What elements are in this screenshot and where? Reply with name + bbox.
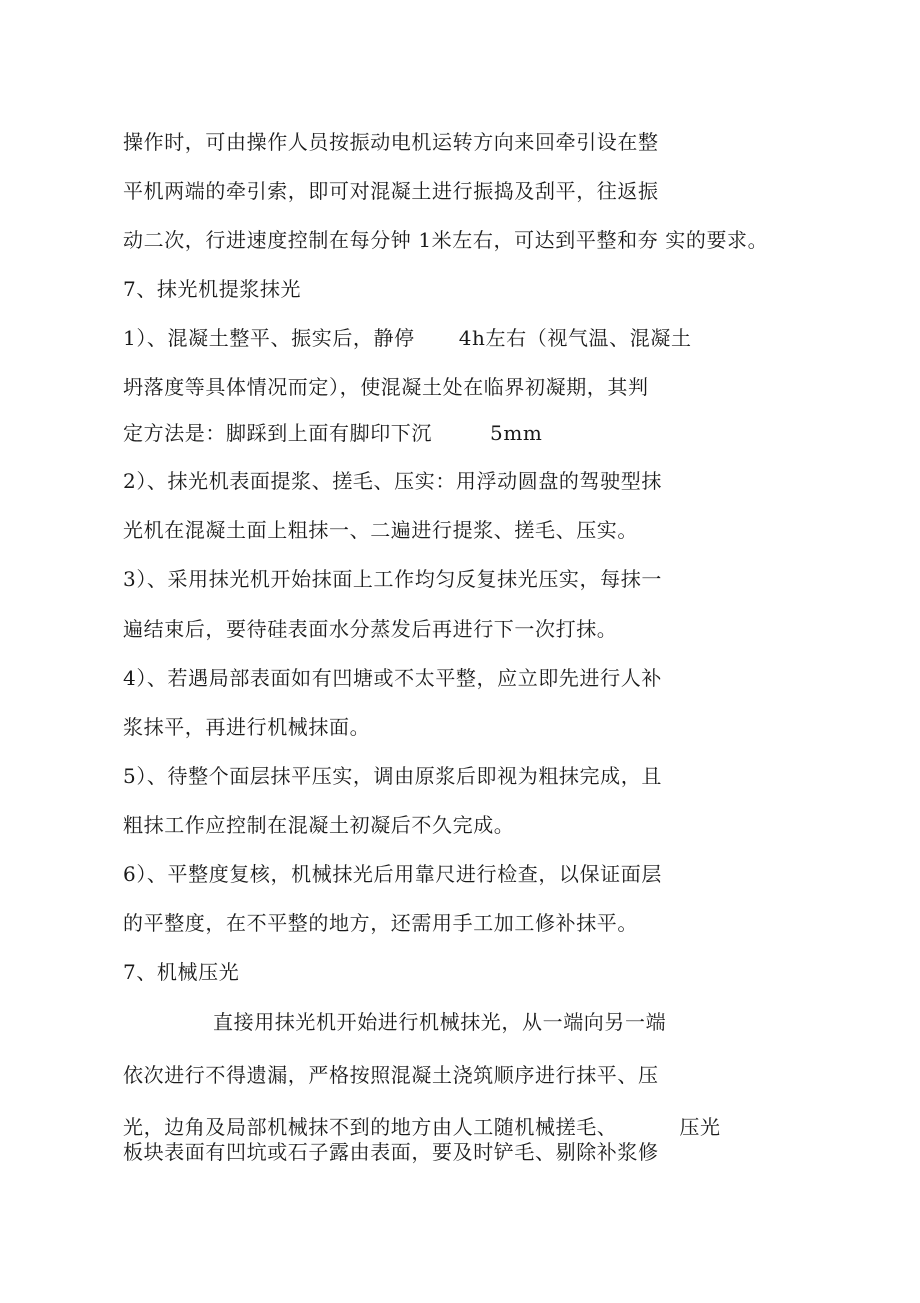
text-line: 4）、若遇局部表面如有凹塘或不太平整，应立即先进行人补 [123, 666, 662, 690]
text-line: 遍结束后，要待硅表面水分蒸发后再进行下一次打抹。 [123, 617, 618, 641]
text-line [123, 326, 692, 350]
text-line: 2）、抹光机表面提浆、搓毛、压实：用浮动圆盘的驾驶型抹 [123, 469, 662, 493]
section-heading: 7、抹光机提浆抹光 [123, 277, 302, 301]
text-line-indented: 直接用抹光机开始进行机械抹光，从一端向另一端 [213, 1010, 667, 1034]
text-segment: 光，边角及局部机械抹不到的地方由人工随机械搓毛、 [123, 1115, 618, 1139]
text-line: 操作时，可由操作人员按振动电机运转方向来回牵引设在整 [123, 130, 659, 154]
text-segment: 4h左右（视气温、混凝土 [458, 326, 692, 350]
text-segment: 定方法是：脚踩到上面有脚印下沉 [123, 421, 432, 445]
text-line: 平机两端的牵引索，即可对混凝土进行振捣及刮平，往返振 [123, 179, 659, 203]
text-line: 光机在混凝土面上粗抹一、二遍进行提浆、搓毛、压实。 [123, 518, 638, 542]
text-line: 的平整度，在不平整的地方，还需用手工加工修补抹平。 [123, 911, 638, 935]
text-line: 依次进行不得遗漏，严格按照混凝土浇筑顺序进行抹平、压 [123, 1063, 659, 1087]
text-line: 3）、采用抹光机开始抹面上工作均匀反复抹光压实，每抹一 [123, 567, 662, 591]
text-line: 动二次，行进速度控制在每分钟 1米左右，可达到平整和夯 实的要求。 [123, 228, 769, 252]
text-line: 坍落度等具体情况而定），使混凝土处在临界初凝期，其判 [123, 375, 649, 399]
text-segment: 压光 [679, 1115, 721, 1139]
text-segment: 1）、混凝土整平、振实后，静停 [123, 326, 415, 350]
text-line [123, 1115, 721, 1139]
text-line: 浆抹平，再进行机械抹面。 [123, 715, 371, 739]
text-line: 6）、平整度复核，机械抹光后用靠尺进行检查，以保证面层 [123, 862, 662, 886]
text-segment: 5mm [490, 421, 543, 445]
text-line [123, 421, 542, 445]
section-heading: 7、机械压光 [123, 960, 240, 984]
text-line: 板块表面有凹坑或石子露由表面，要及时铲毛、剔除补浆修 [123, 1140, 659, 1164]
text-line: 5）、待整个面层抹平压实，调由原浆后即视为粗抹完成，且 [123, 764, 662, 788]
text-line: 粗抹工作应控制在混凝土初凝后不久完成。 [123, 813, 515, 837]
